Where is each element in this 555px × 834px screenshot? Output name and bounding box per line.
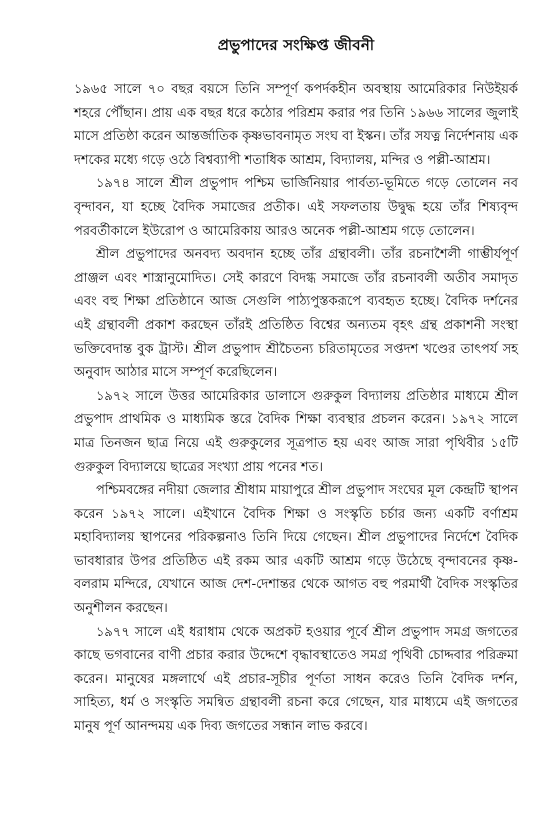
document-title: প্রভুপাদের সংক্ষিপ্ত জীবনী: [217, 36, 375, 54]
document-page: [74, 34, 518, 739]
document-body: [74, 78, 518, 739]
paragraph-6: ১৯৭৭ সালে এই ধরাধাম থেকে অপ্রকট হওয়ার পূর্বে শ্রীল প্রভুপাদ সমগ্র জগতের কাছে ভগবানের বাণী প্রচার করার উদ্দেশে বৃদ্ধাবস্থাতেও সমগ্র পৃথিবী চোদ্দবার পরিক্রমা করেন। মানুষের মঙ্গলার্থে এই প্রচার-সূচীর পূর্ণতা সাধন করেও তিনি বৈদিক দর্শন, সাহিত্য, ধর্ম ও সংস্কৃতি সমন্বিত গ্রন্থাবলী রচনা করে গেছেন, যার মাধ্যমে এই জগতের মানুষ পূর্ণ আনন্দময় এক দিব্য জগতের সন্ধান লাভ করবে।: [74, 624, 518, 735]
paragraph-3: শ্রীল প্রভুপাদের অনবদ্য অবদান হচ্ছে তাঁর গ্রন্থাবলী। তাঁর রচনাশৈলী গাম্ভীর্যপূর্ণ প্রাঞ্জল এবং শাস্ত্রানুমোদিত। সেই কারণে বিদগ্ধ সমাজে তাঁর রচনাবলী অতীব সমাদৃত এবং বহু শিক্ষা প্রতিষ্ঠানে আজ সেগুলি পাঠ্যপুস্তকরূপে ব্যবহৃত হচ্ছে। বৈদিক দর্শনের এই গ্রন্থাবলী প্রকাশ করছেন তাঁরই প্রতিষ্ঠিত বিশ্বের অন্যতম বৃহৎ গ্রন্থ প্রকাশনী সংস্থা ভক্তিবেদান্ত বুক ট্রাস্ট। শ্রীল প্রভুপাদ শ্রীচৈতন্য চরিতামৃতের সপ্তদশ খণ্ডের তাৎপর্য সহ অনুবাদ আঠার মাসে সম্পূর্ণ করেছিলেন।: [74, 247, 518, 381]
paragraph-2: ১৯৭৪ সালে শ্রীল প্রভুপাদ পশ্চিম ভার্জিনিয়ার পার্বত্য-ভূমিতে গড়ে তোলেন নব বৃন্দাবন, যা হচ্ছে বৈদিক সমাজের প্রতীক। এই সফলতায় উদ্বুদ্ধ হয়ে তাঁর শিষ্যবৃন্দ পরবর্তীকালে ইউরোপ ও আমেরিকায় আরও অনেক পল্লী-আশ্রম গড়ে তোলেন।: [74, 176, 518, 239]
paragraph-5: পশ্চিমবঙ্গের নদীয়া জেলার শ্রীধাম মায়াপুরে শ্রীল প্রভুপাদ সংঘের মূল কেন্দ্রটি স্থাপন করেন ১৯৭২ সালে। এইখানে বৈদিক শিক্ষা ও সংস্কৃতি চর্চার জন্য একটি বর্ণাশ্রম মহাবিদ্যালয় স্থাপনের পরিকল্পনাও তিনি দিয়ে গেছেন। শ্রীল প্রভুপাদের নির্দেশে বৈদিক ভাবধারার উপর প্রতিষ্ঠিত এই রকম আর একটি আশ্রম গড়ে উঠেছে বৃন্দাবনের কৃষ্ণ-বলরাম মন্দিরে, যেখানে আজ দেশ-দেশান্তর থেকে আগত বহু পরমার্থী বৈদিক সংস্কৃতির অনুশীলন করছেন।: [74, 483, 518, 617]
paragraph-1: ১৯৬৫ সালে ৭০ বছর বয়সে তিনি সম্পূর্ণ কপর্দকহীন অবস্থায় আমেরিকার নিউইয়র্ক শহরে পৌঁছান। প্রায় এক বছর ধরে কঠোর পরিশ্রম করার পর তিনি ১৯৬৬ সালের জুলাই মাসে প্রতিষ্ঠা করেন আন্তর্জাতিক কৃষ্ণভাবনামৃত সংঘ বা ইস্কন। তাঁর সযত্ন নির্দেশনায় এক দশকের মধ্যে গড়ে ওঠে বিশ্বব্যাপী শতাধিক আশ্রম, বিদ্যালয়, মন্দির ও পল্লী-আশ্রম।: [74, 82, 519, 168]
paragraph-4: ১৯৭২ সালে উত্তর আমেরিকার ডালাসে গুরুকুল বিদ্যালয় প্রতিষ্ঠার মাধ্যমে শ্রীল প্রভুপাদ প্রাথমিক ও মাধ্যমিক স্তরে বৈদিক শিক্ষা ব্যবস্থার প্রচলন করেন। ১৯৭২ সালে মাত্র তিনজন ছাত্র নিয়ে এই গুরুকুলের সূত্রপাত হয় এবং আজ সারা পৃথিবীর ১৫টি গুরুকুল বিদ্যালয়ে ছাত্রের সংখ্যা প্রায় পনের শত।: [74, 388, 518, 475]
